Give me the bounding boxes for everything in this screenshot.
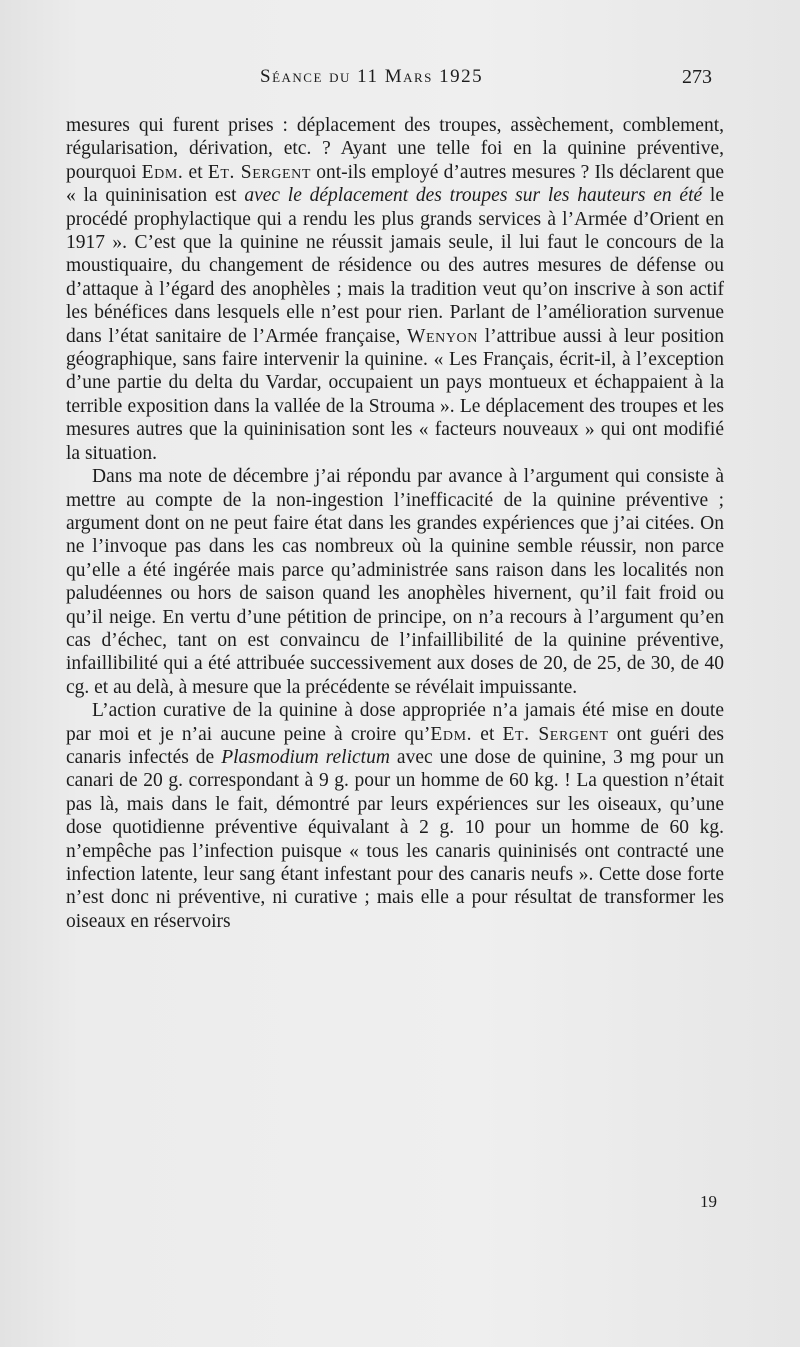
paragraph (66, 465, 724, 699)
page-number: 273 (682, 66, 712, 88)
running-head-title: Séance du 11 Mars 1925 (260, 66, 484, 87)
text-run: et (472, 723, 503, 745)
paragraph (66, 114, 724, 465)
author-name: Wenyon (406, 325, 478, 347)
signature-mark: 19 (700, 1192, 717, 1211)
body-text (66, 114, 724, 933)
author-name: Edm. (141, 161, 184, 183)
text-run: ont-ils employé d’autres mesures ? Ils déclarent que « la quininisation est (66, 161, 725, 207)
running-head (0, 66, 800, 96)
italic-text: avec le déplacement des troupes sur les hauteurs en été (244, 185, 703, 207)
paragraph (66, 699, 724, 933)
text-run: mesures qui furent prises : déplacement des troupes, assèchement, comblement, régularisation, dérivation, etc. ? Ayant une telle foi en la quinine préventive, pourquoi (66, 115, 724, 183)
author-name: Et. Sergent (207, 161, 312, 183)
text-run: Dans ma note de décembre j’ai répondu par avance à l’argument qui consiste à mettre au compte de la non-ingestion l’inefficacité de la quinine préventive ; argument dont on ne peut faire état dans les grandes expériences que j’ai citées. On ne l’invoque pas dans les cas nombreux où la quinine semble réussir, non parce qu’elle a été ingérée mais parce qu’administrée sans raison dans les localités non paludéennes ou hors de saison quand les anophèles hivernent, qu’il fait froid ou qu’il neige. En vertu d’une pétition de principe, on n’a recours à l’argument qu’en cas d’échec, tant on est convaincu de l’infaillibilité de la quinine préventive, infaillibilité qui a été attribuée successivement aux doses de 20, de 25, de 30, de 40 cg. et au delà, à mesure que la précédente se révélait impuissante. (66, 466, 724, 698)
author-name: Edm. (430, 723, 473, 745)
text-run: avec une dose de quinine, 3 mg pour un canari de 20 g. correspondant à 9 g. pour un homme de 60 kg. ! La question n’était pas là, mais dans le fait, démontré par leurs expériences sur les oiseaux, qu’une dose quotidienne préventive équivalant à 2 g. 10 pour un homme de 60 kg. n’empêche pas l’infection puisque « tous les canaris quininisés ont contracté une infection latente, leur sang étant infestant pour des canaris neufs ». Cette dose forte n’est donc ni préventive, ni curative ; mais elle a pour résultat de transformer les oiseaux en réservoirs (66, 746, 725, 932)
text-run: L’action curative de la quinine à dose appropriée n’a jamais été mise en doute par moi et je n’ai aucune peine à croire qu’ (66, 700, 724, 745)
text-run: l’attribue aussi à leur position géographique, sans faire intervenir la quinine. « Les Français, écrit-il, à l’exception d’une partie du delta du Vardar, occupaient un pays montueux et échappaient à la terrible exposition dans la vallée de la Strouma ». Le déplacement des troupes et les mesures autres que la quininisation sont les « facteurs nouveaux » qui ont modifié la situation. (66, 325, 724, 464)
italic-text: Plasmodium relictum (221, 746, 390, 768)
text-run: et (183, 161, 208, 183)
text-run: ont guéri des canaris infectés de (66, 723, 724, 768)
text-run: le procédé prophylactique qui a rendu les plus grands services à l’Armée d’Orient en 1917 ». C’est que la quinine ne réussit jamais seule, il lui faut le concours de la moustiquaire, du changement de résidence ou des autres mesures de défense ou d’attaque à l’égard des anophèles ; mais la tradition veut qu’on inscrive à son actif les bénéfices dans lesquels elle n’est pour rien. Parlant de l’amélioration survenue dans l’état sanitaire de l’Armée française, (66, 185, 724, 347)
author-name: Et. Sergent (502, 723, 609, 745)
